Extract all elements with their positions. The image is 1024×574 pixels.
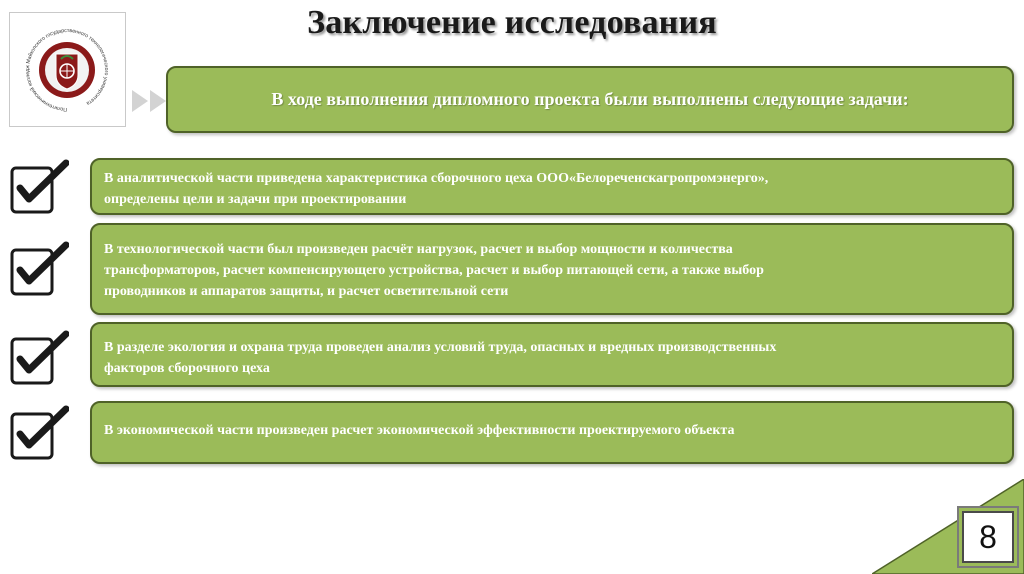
task-box-ecology bbox=[90, 322, 1014, 387]
task-line: В аналитической части приведена характеристика сборочного цеха ООО«Белореченскагропромэнерго», bbox=[104, 171, 769, 186]
task-box-economic bbox=[90, 401, 1014, 464]
task-line: В технологической части был произведен расчёт нагрузок, расчет и выбор мощности и количества bbox=[104, 242, 733, 257]
task-line: определены цели и задачи при проектировании bbox=[104, 192, 407, 207]
task-line: трансформаторов, расчет компенсирующего устройства, расчет и выбор питающей сети, а также выбор bbox=[104, 263, 764, 278]
task-line: В разделе экология и охрана труда проведен анализ условий труда, опасных и вредных производственных bbox=[104, 340, 777, 355]
page-number: 8 bbox=[962, 511, 1014, 563]
task-line: факторов сборочного цеха bbox=[104, 361, 270, 376]
college-logo bbox=[9, 12, 126, 127]
checkmark-icon bbox=[9, 330, 69, 388]
checkmark-icon bbox=[9, 159, 69, 217]
logo-ring-text: Политехнический колледж Майкопского государственного технологического университета bbox=[24, 27, 110, 113]
checkmark-icon bbox=[9, 241, 69, 299]
task-line: В экономической части произведен расчет экономической эффективности проектируемого объекта bbox=[104, 423, 735, 438]
task-line: проводников и аппаратов защиты, и расчет осветительной сети bbox=[104, 284, 509, 299]
slide-title: Заключение исследования bbox=[307, 4, 717, 41]
header-text: В ходе выполнения дипломного проекта были выполнены следующие задачи: bbox=[271, 89, 909, 109]
checkmark-icon bbox=[9, 405, 69, 463]
college-emblem-icon bbox=[10, 13, 125, 126]
task-box-technological bbox=[90, 223, 1014, 315]
header-box bbox=[166, 66, 1014, 133]
task-box-analytical bbox=[90, 158, 1014, 215]
page-number-badge bbox=[957, 506, 1019, 568]
